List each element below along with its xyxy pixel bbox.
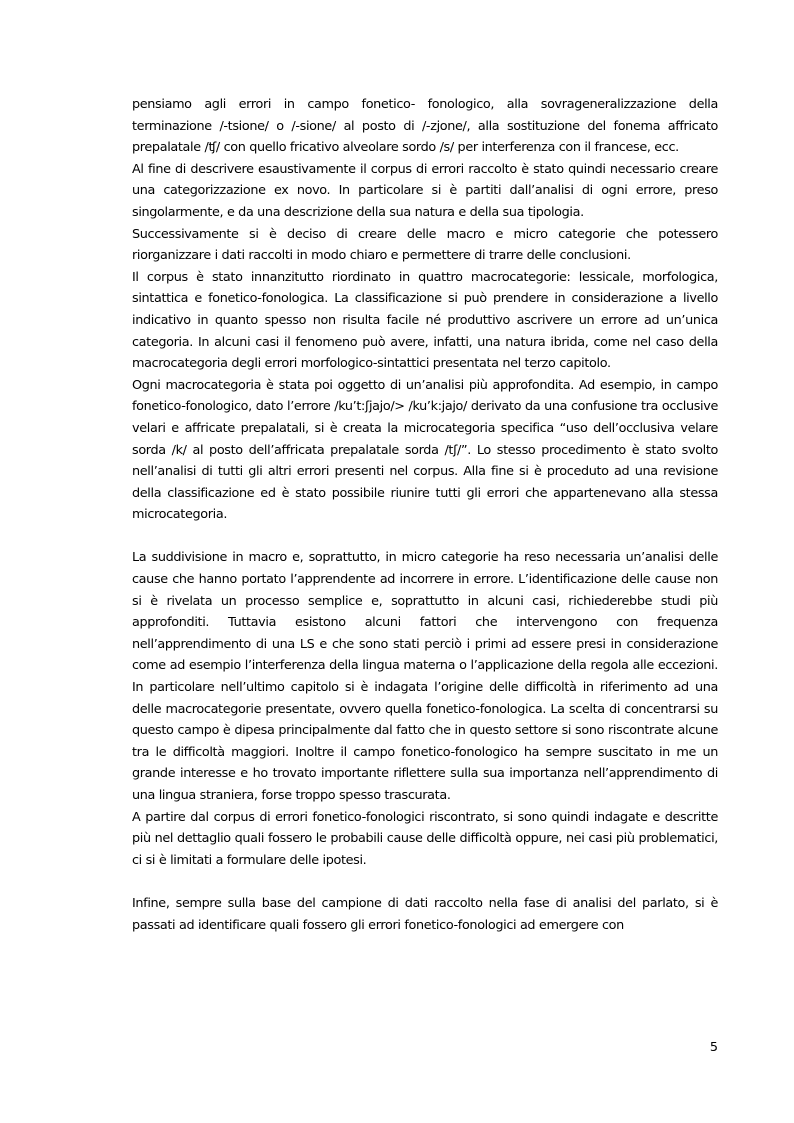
page-number: 5 [709, 1040, 718, 1055]
paragraph-1: pensiamo agli errori in campo fonetico- fonologico, alla sovrageneralizzazione della terminazione /-tsione/ o /-sione/ al posto di /-zjone/, alla sostituzione del fonema affricato prepalatale /ʧ/ con quello fricativo alveolare sordo /s/ per interferenza con il francese, ecc. [132, 97, 718, 156]
paragraph-3: Successivamente si è deciso di creare delle macro e micro categorie che potessero riorganizzare i dati raccolti in modo chiaro e permettere di trarre delle conclusioni. [132, 226, 718, 264]
paragraph-2: Al fine di descrivere esaustivamente il corpus di errori raccolto è stato quindi necessario creare una categorizzazione ex novo. In particolare si è partiti dall’analisi di ogni errore, preso singolarmente, e da una descrizione della sua natura e della sua tipologia. [132, 161, 718, 220]
paragraph-6: La suddivisione in macro e, soprattutto, in micro categorie ha reso necessaria un’analisi delle cause che hanno portato l’apprendente ad incorrere in errore. L’identificazione delle cause non si è rivelata un processo semplice e, soprattutto in alcuni casi, richiederebbe studi più approfonditi. Tuttavia esistono alcuni fattori che intervengono con frequenza nell’apprendimento di una LS e che sono stati perciò i primi ad essere presi in considerazione come ad esempio l’interferenza della lingua materna o l’applicazione della regola alle eccezioni. In particolare nell’ultimo capitolo si è indagata l’origine delle difficoltà in riferimento ad una delle macrocategorie presentate, ovvero quella fonetico-fonologica. La scelta di concentrarsi su questo campo è dipesa principalmente dal fatto che in questo settore si sono riscontrate alcune tra le difficoltà maggiori. Inoltre il campo fonetico-fonologico ha sempre suscitato in me un grande interesse e ho trovato importante riflettere sulla sua importanza nell’apprendimento di una lingua straniera, forse troppo spesso trascurata. [132, 550, 718, 803]
document-body [132, 94, 718, 936]
paragraph-8: Infine, sempre sulla base del campione di dati raccolto nella fase di analisi del parlato, si è passati ad identificare quali fossero gli errori fonetico-fonologici ad emergere con [132, 895, 718, 933]
paragraph-7: A partire dal corpus di errori fonetico-fonologici riscontrato, si sono quindi indagate e descritte più nel dettaglio quali fossero le probabili cause delle difficoltà oppure, nei casi più problematici, ci si è limitati a formulare delle ipotesi. [132, 809, 718, 868]
paragraph-5: Ogni macrocategoria è stata poi oggetto di un’analisi più approfondita. Ad esempio, in campo fonetico-fonologico, dato l’errore /ku’t:ʃjajo/> /ku’k:jajo/ derivato da una confusione tra occlusive velari e affricate prepalatali, si è creata la microcategoria specifica “uso dell’occlusiva velare sorda /k/ al posto dell’affricata prepalatale sorda /tʃ/”. Lo stesso procedimento è stato svolto nell’analisi di tutti gli altri errori presenti nel corpus. Alla fine si è proceduto ad una revisione della classificazione ed è stato possibile riunire tutti gli errori che appartenevano alla stessa microcategoria. [132, 377, 718, 523]
paragraph-4: Il corpus è stato innanzitutto riordinato in quattro macrocategorie: lessicale, morfologica, sintattica e fonetico-fonologica. La classificazione si può prendere in considerazione a livello indicativo in quanto spesso non risulta facile né produttivo ascrivere un errore ad un’unica categoria. In alcuni casi il fenomeno può avere, infatti, una natura ibrida, come nel caso della macrocategoria degli errori morfologico-sintattici presentata nel terzo capitolo. [132, 269, 718, 372]
